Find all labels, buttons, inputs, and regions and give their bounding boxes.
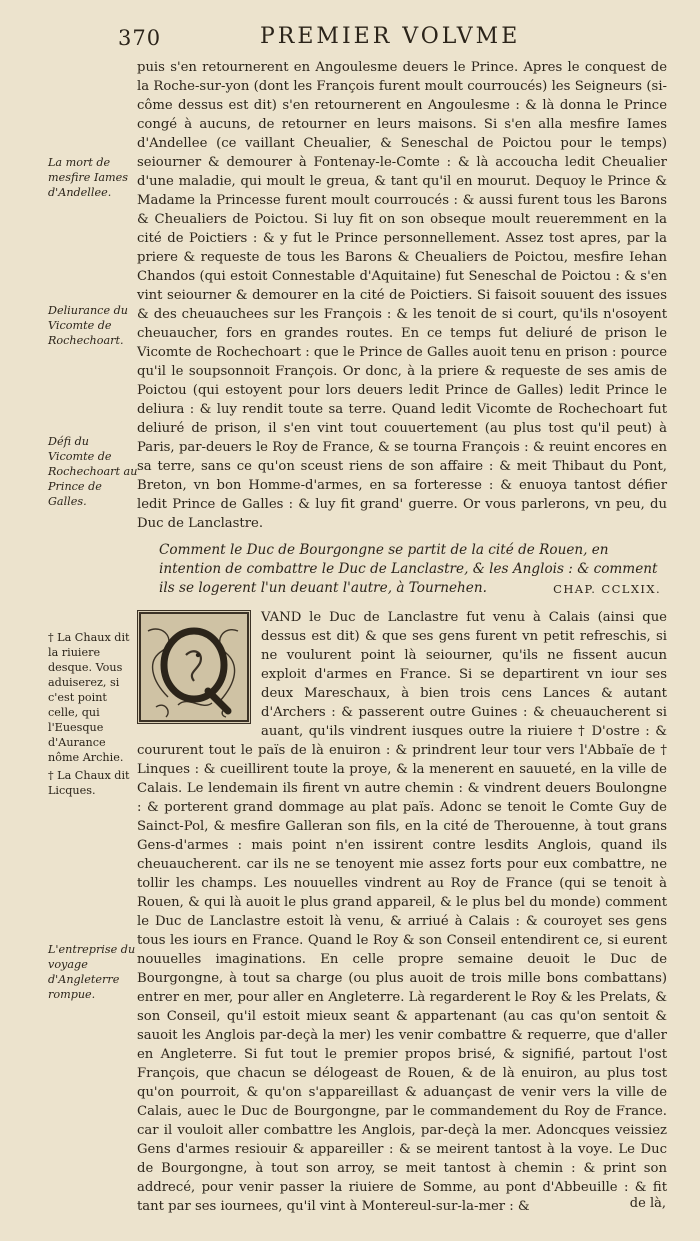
paragraph: puis s'en retournerent en Angoulesme deuers le Prince. Apres le conquest de la Roche-sur-yon (dont les François furent moult courroucés) les Seigneurs (si-côme dessus est dit) s'en retournerent en Angoulesme : & là donna le Prince congé à aucuns, de retourner en leurs maisons. Si s'en alla mesfire Iames d'Andellee (ce vaillant Cheualier, & Seneschal de Poictou pour le temps) seiourner & demourer à Fontenay-le-Comte : & là accoucha ledit Cheualier d'une maladie, qui moult le greua, & tant qu'il en mourut. Dequoy le Prince & Madame la Princesse furent moult courroucés : & aussi furent tous les Barons & Cheualiers de Poictou. Si luy fit on son obseque moult reueremment en la cité de Poictiers : & y fut le Prince personnellement. Assez tost apres, par la priere & requeste de tous les Barons & Cheualiers de Poictou, mesfire Iehan Chandos (qui estoit Connestable d'Aquitaine) fut Seneschal de Poictou : & s'en vint seiourner & demourer en la cité de Poictiers. Si faisoit souuent des issues & des cheuauchees sur les François : & les tenoit de si court, qu'ils n'osoyent cheuaucher, fors en grandes routes. En ce temps fut deliuré de prison le Vicomte de Rochechoart : que le Prince de Galles auoit tenu en prison : pource qu'il le soupsonnoit François. Or donc, à la priere & requeste de ses amis de Poictou (qui estoyent pour lors deuers ledit Prince de Galles) ledit Prince le deliura : & luy rendit toute sa terre. Quand ledit Vicomte de Rochechoart fut deliuré de prison, il s'en vint tout couuertement (au plus tost qu'il peut) à Paris, par-deuers le Roy de France, & se tourna François : & reuint encores en sa terre, sans ce qu'on sceust riens de son affaire : & meit Thibaut du Pont, Breton, vn bon Homme-d'armes, en sa forteresse : & enuoya tantost défier ledit Prince de Galles : & luy fit grand' guerre. Or vous parlerons, vn peu, du Duc de Lanclastre. (137, 60, 667, 531)
margin-note: Défi du Vicomte de Rochechoart au Prince de Galles. (48, 435, 138, 508)
margin-note: La mort de mesfire Iames d'Andellee. (48, 156, 129, 199)
chapter-heading (159, 541, 661, 598)
chapter-title: Comment le Duc de Bourgongne se partit de la cité de Rouen, en intention de combattre le Duc de Lanclastre, & les Anglois : & comment ils se logerent l'un deuant l'autre, à Tournehen. (159, 542, 658, 596)
catchword: de là, (629, 1196, 666, 1211)
margin-note: † La Chaux dit la riuiere desque. Vous aduiserez, si c'est point celle, qui l'Euesque d'Aurance nôme Archie. (48, 631, 130, 764)
running-title: PREMIER VOLVME (260, 24, 521, 49)
margin-note: L'entreprise du voyage d'Angleterre rompue. (48, 943, 136, 1001)
chapter-number: CHAP. CCLXIX. (553, 582, 661, 596)
decorated-initial-q (137, 610, 251, 724)
page-number: 370 (118, 26, 162, 50)
margin-note: Deliurance du Vicomte de Rochechoart. (48, 304, 128, 347)
body-text (137, 58, 667, 1216)
page-header (118, 24, 688, 54)
margin-note: † La Chaux dit Licques. (48, 769, 130, 797)
chapter-body-text: VAND le Duc de Lanclastre fut venu à Calais (ainsi que dessus est dit) & que ses gens furent vn petit refreschis, si ne voulurent point là seiourner, qu'ils ne fissent aucun exploit d'armes en France. Si se departirent vn iour ses deux Mareschaux, à bien trois cens Lances & autant d'Archers : & passerent outre Guines : & cheuaucherent si auant, qu'ils vindrent iusques outre la riuiere † D'ostre : & coururent tout le païs de là enuiron : & prindrent leur tour vers l'Abbaïe de † Linques : & cueillirent toute la proye, & la menerent en sauueté, en la ville de Calais. Le lendemain ils firent vn autre chemin : & vindrent deuers Boulongne : & porterent grand dommage au plat païs. Adonc se tenoit le Comte Guy de Sainct-Pol, & mesfire Galleran son fils, en la cité de Therouenne, à tout grans Gens-d'armes : mais point n'en issirent contre lesdits Anglois, quand ils cheuaucherent. car ils ne se tenoyent mie assez forts pour eux combattre, ne tollir les champs. Les nouuelles vindrent au Roy de France (qui se tenoit à Rouen, & qui là auoit le plus grand appareil, & le plus bel du monde) comment le Duc de Lanclastre estoit là venu, & arriué à Calais : & couroyet ses gens tous les iours en France. Quand le Roy & son Conseil entendirent ce, si eurent nouuelles imaginations. En celle propre semaine deuoit le Duc de Bourgongne, à tout sa charge (ou plus auoit de trois mille bons combattans) entrer en mer, pour aller en Angleterre. Là regarderent le Roy & les Prelats, & son Conseil, qu'il estoit mieux seant & appartenant (au cas qu'on sentoit & sauoit les Anglois par-deçà la mer) les venir combattre & requerre, que d'aller en Angleterre. Si fut tout le premier propos brisé, & signifié, partout l'ost François, que chacun se délogeast de Rouen, & de là enuiron, au plus tost qu'on pourroit, & qu'on s'appareillast & aduançast de venir vers la ville de Calais, auec le Duc de Bourgongne, par le commandement du Roy de France. car il vouloit aller combattre les Anglois, par-deçà la mer. Adoncques veissiez Gens d'armes resiouir & appareiller : & se meirent tantost à la voye. Le Duc de Bourgongne, à tout son arroy, se meit tantost à chemin : & print son addrecé, pour venir passer la riuiere de Somme, au pont d'Abbeuille : & fit tant par ses iournees, qu'il vint à Montereul-sur-la-mer : & (137, 610, 667, 1214)
paragraph (137, 608, 667, 1216)
